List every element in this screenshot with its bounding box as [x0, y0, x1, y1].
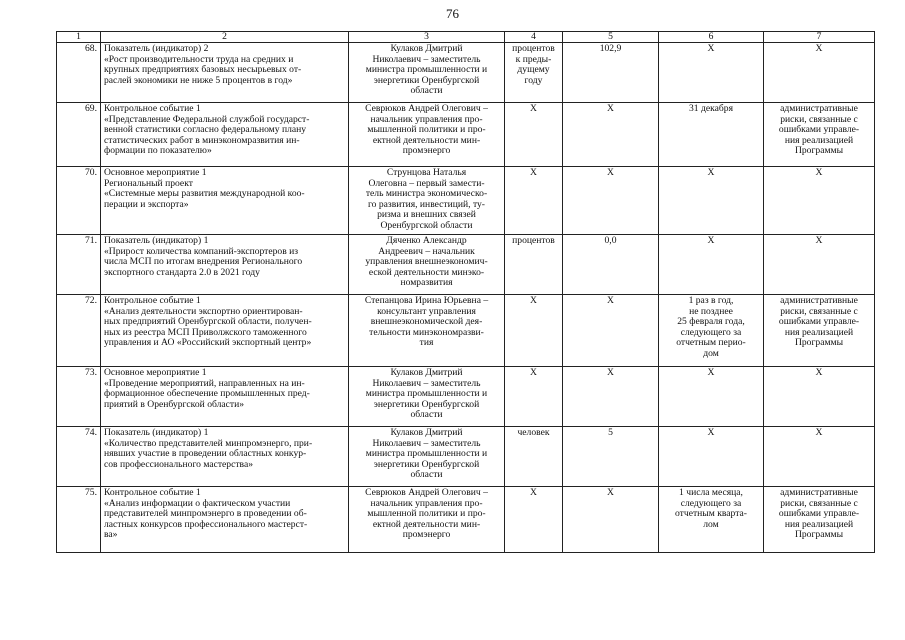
table-row: [57, 427, 875, 487]
target-value: X: [563, 487, 659, 553]
risks: X: [764, 167, 875, 235]
unit-of-measure: процентов к преды- дущему году: [505, 43, 563, 103]
deadline: 1 раз в год, не позднее 25 февраля года, следующего за отчетным перио- дом: [659, 295, 764, 367]
target-value: 0,0: [563, 235, 659, 295]
unit-of-measure: X: [505, 103, 563, 167]
deadline: X: [659, 235, 764, 295]
table-row: [57, 103, 875, 167]
row-number: 74.: [57, 427, 101, 487]
table-row: [57, 235, 875, 295]
column-number: 3: [349, 32, 505, 43]
responsible-person: Севрюков Андрей Олегович – начальник управления про- мышленной политики и про- ектной деятельности мин- промэнерго: [349, 487, 505, 553]
row-number: 69.: [57, 103, 101, 167]
responsible-person: Кулаков Дмитрий Николаевич – заместитель министра промышленности и энергетики Оренбургской области: [349, 367, 505, 427]
column-number: 6: [659, 32, 764, 43]
responsible-person: Дяченко Александр Андреевич – начальник управления внешнеэкономич- еской деятельности минэко- номразвития: [349, 235, 505, 295]
target-value: X: [563, 367, 659, 427]
risks: X: [764, 43, 875, 103]
row-number: 70.: [57, 167, 101, 235]
responsible-person: Кулаков Дмитрий Николаевич – заместитель министра промышленности и энергетики Оренбургской области: [349, 427, 505, 487]
risks: X: [764, 235, 875, 295]
column-number: 4: [505, 32, 563, 43]
risks: административные риски, связанные с ошибками управле- ния реализацией Программы: [764, 487, 875, 553]
row-number: 68.: [57, 43, 101, 103]
row-number: 72.: [57, 295, 101, 367]
risks: X: [764, 427, 875, 487]
deadline: X: [659, 43, 764, 103]
target-value: X: [563, 167, 659, 235]
unit-of-measure: X: [505, 367, 563, 427]
activity-description: Основное мероприятие 1 «Проведение мероприятий, направленных на ин- формационное обеспечение промышленных пред- приятий в Оренбургской области»: [101, 367, 349, 427]
row-number: 73.: [57, 367, 101, 427]
risks: административные риски, связанные с ошибками управле- ния реализацией Программы: [764, 103, 875, 167]
unit-of-measure: X: [505, 295, 563, 367]
activity-description: Показатель (индикатор) 1 «Количество представителей минпромэнерго, при- нявших участие в проведении областных конкур- сов профессионального мастерства»: [101, 427, 349, 487]
activity-description: Контрольное событие 1 «Анализ информации о фактическом участии представителей минпромэнерго в проведении об- ластных конкурсов профессионального мастерст- ва»: [101, 487, 349, 553]
row-number: 71.: [57, 235, 101, 295]
responsible-person: Кулаков Дмитрий Николаевич – заместитель министра промышленности и энергетики Оренбургской области: [349, 43, 505, 103]
deadline: X: [659, 427, 764, 487]
target-value: 102,9: [563, 43, 659, 103]
column-number-row: [57, 32, 875, 43]
unit-of-measure: X: [505, 487, 563, 553]
deadline: 1 числа месяца, следующего за отчетным кварта- лом: [659, 487, 764, 553]
target-value: 5: [563, 427, 659, 487]
row-number: 75.: [57, 487, 101, 553]
responsible-person: Степанцова Ирина Юрьевна – консультант управления внешнеэкономической дея- тельности минэкономразви- тия: [349, 295, 505, 367]
responsible-person: Севрюков Андрей Олегович – начальник управления про- мышленной политики и про- ектной деятельности мин- промэнерго: [349, 103, 505, 167]
column-number: 2: [101, 32, 349, 43]
table-row: [57, 295, 875, 367]
deadline: X: [659, 367, 764, 427]
responsible-person: Струнцова Наталья Олеговна – первый замести- тель министра экономическо- го развития, инвестиций, ту- ризма и внешних связей Оренбургской области: [349, 167, 505, 235]
column-number: 7: [764, 32, 875, 43]
activity-description: Контрольное событие 1 «Представление Федеральной службой государст- венной статистики согласно федеральному плану статистических работ в минэкономразвития ин- формации по показателю»: [101, 103, 349, 167]
table-row: [57, 367, 875, 427]
risks: X: [764, 367, 875, 427]
column-number: 1: [57, 32, 101, 43]
target-value: X: [563, 103, 659, 167]
risks: административные риски, связанные с ошибками управле- ния реализацией Программы: [764, 295, 875, 367]
activity-description: Основное мероприятие 1 Региональный проект «Системные меры развития международной коо- перации и экспорта»: [101, 167, 349, 235]
program-table: [56, 31, 875, 553]
unit-of-measure: X: [505, 167, 563, 235]
column-number: 5: [563, 32, 659, 43]
deadline: X: [659, 167, 764, 235]
table-row: [57, 43, 875, 103]
activity-description: Показатель (индикатор) 2 «Рост производительности труда на средних и крупных предприятиях базовых несырьевых от- раслей экономики не ниже 5 процентов в год»: [101, 43, 349, 103]
activity-description: Показатель (индикатор) 1 «Прирост количества компаний-экспортеров из числа МСП по итогам внедрения Регионального экспортного стандарта 2.0 в 2021 году: [101, 235, 349, 295]
table-row: [57, 487, 875, 553]
table-row: [57, 167, 875, 235]
activity-description: Контрольное событие 1 «Анализ деятельности экспортно ориентирован- ных предприятий Оренбургской области, получен- ных из реестра МСП Приволжского таможенного управления и АО «Российский экспортный центр»: [101, 295, 349, 367]
target-value: X: [563, 295, 659, 367]
page-number: 76: [446, 6, 459, 21]
unit-of-measure: человек: [505, 427, 563, 487]
deadline: 31 декабря: [659, 103, 764, 167]
unit-of-measure: процентов: [505, 235, 563, 295]
